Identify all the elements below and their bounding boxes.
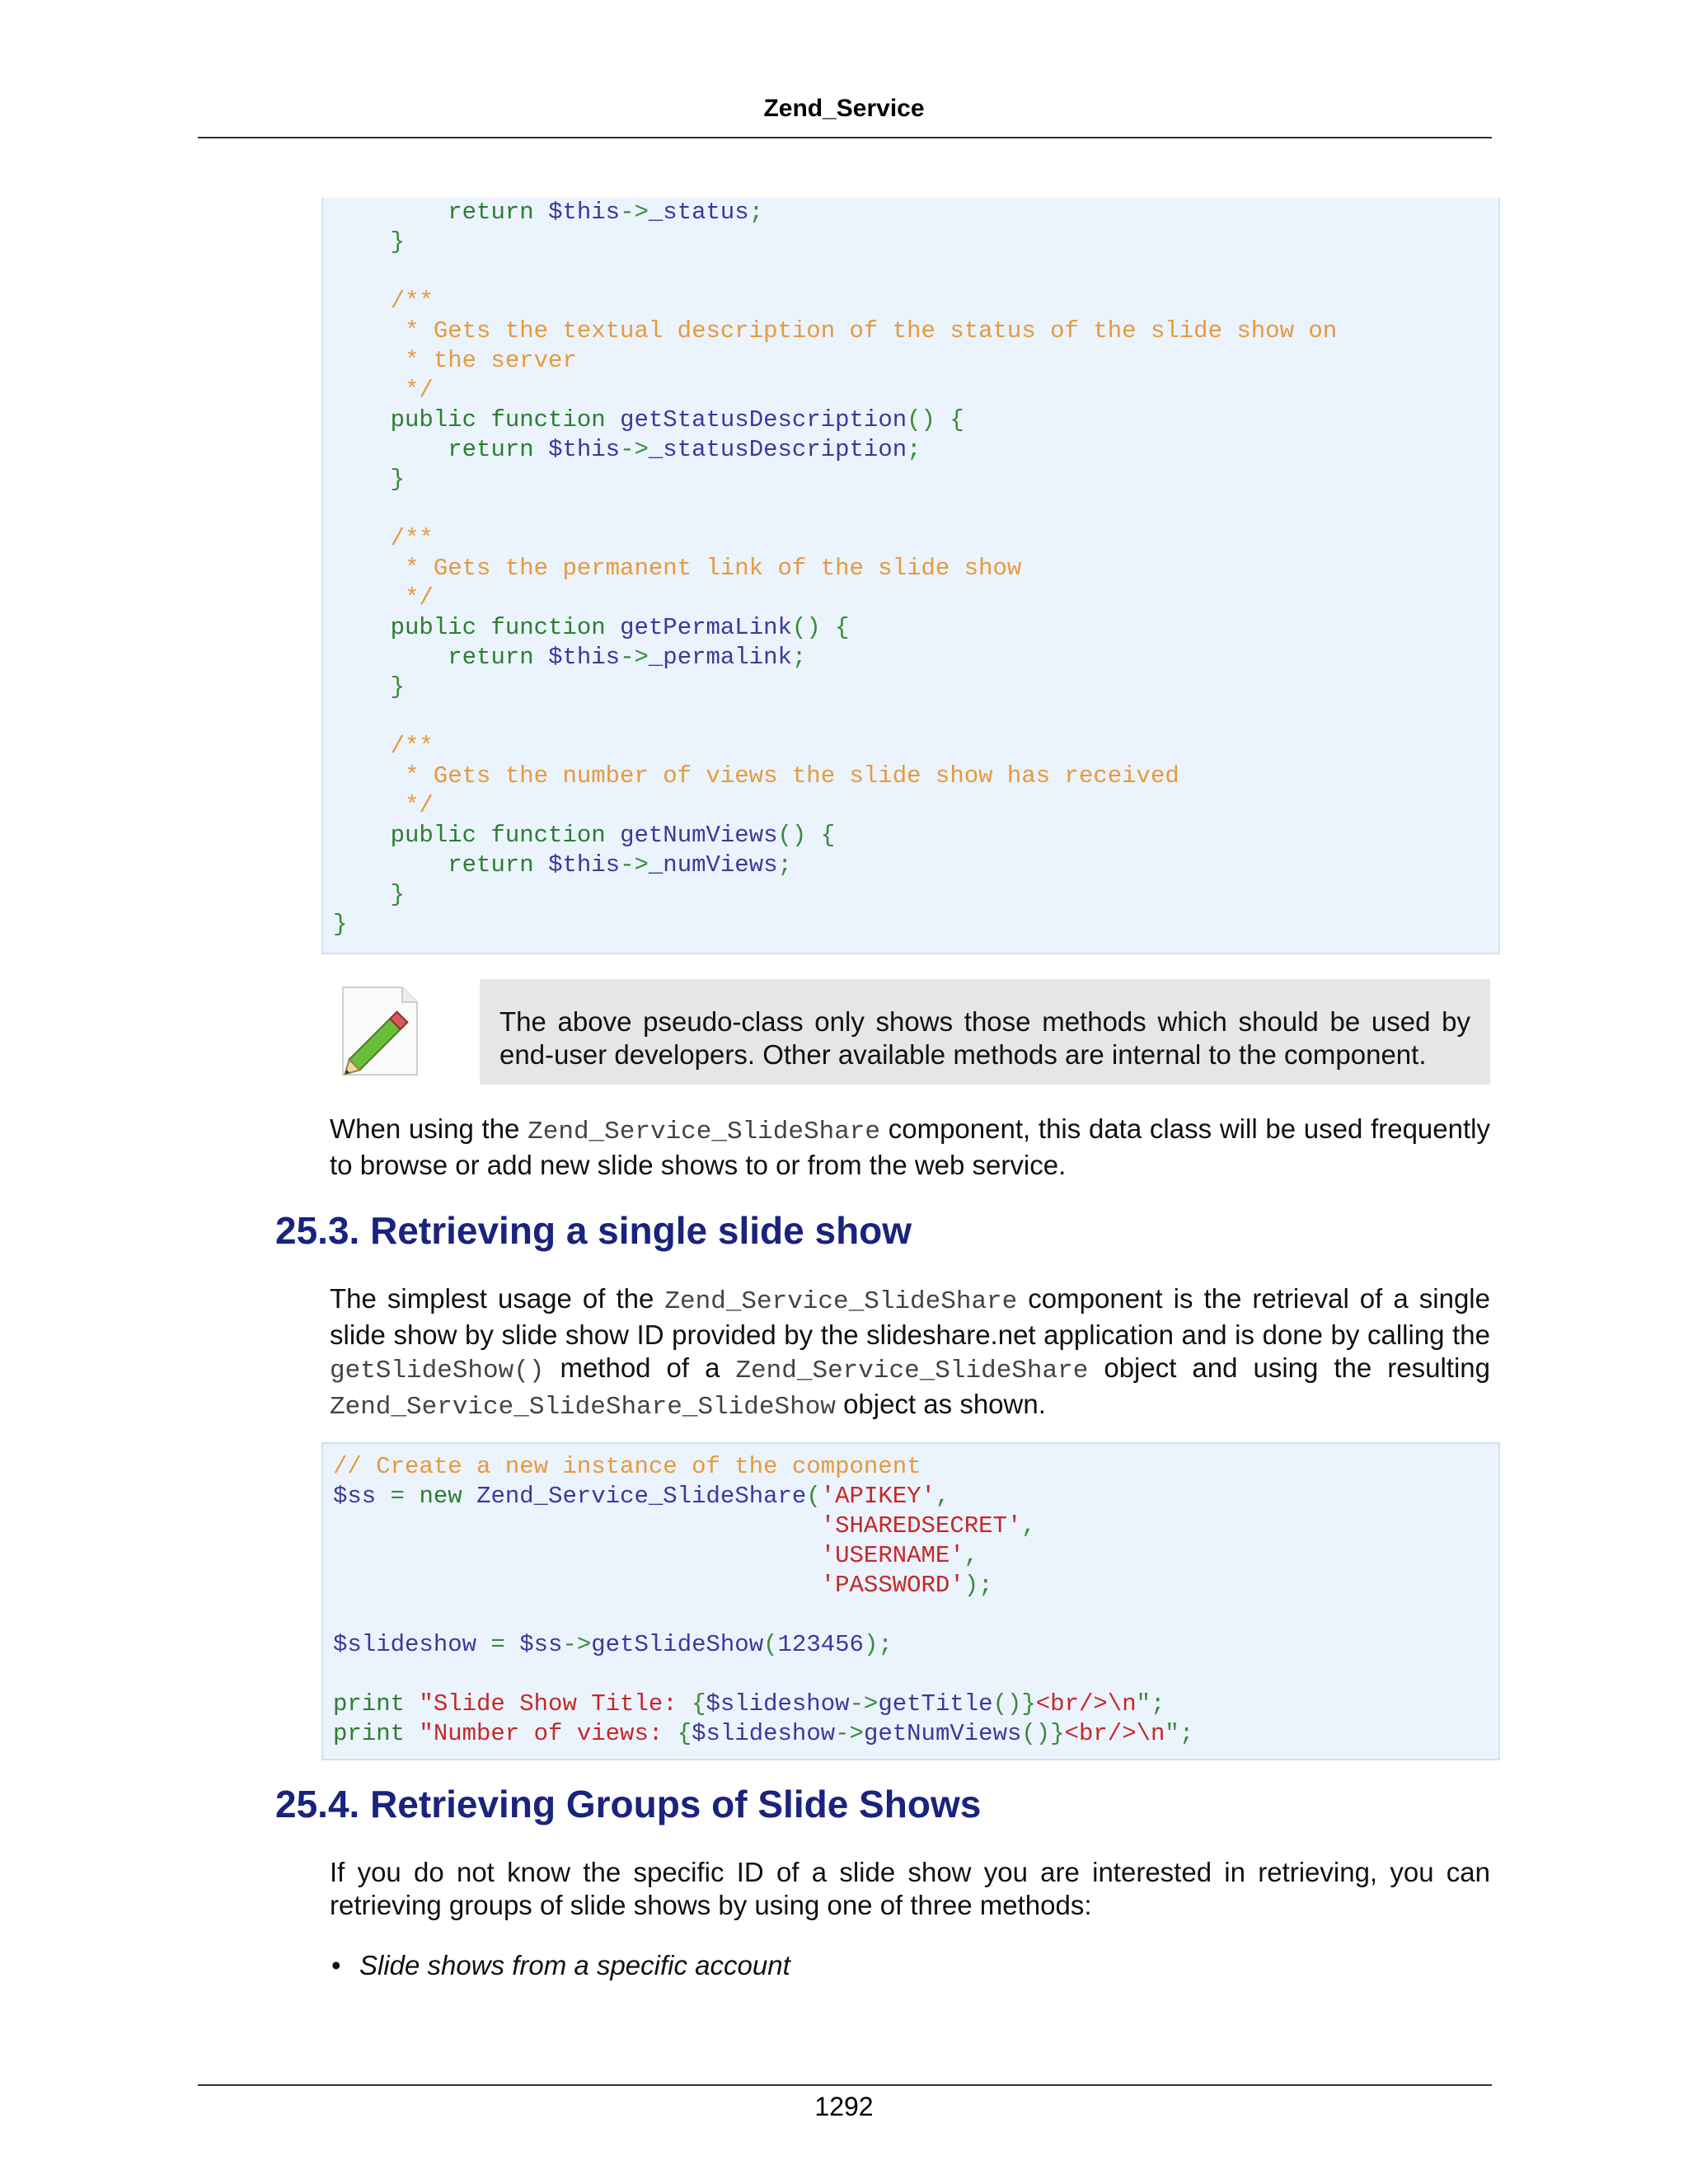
code-line [333,257,1498,287]
paragraph-groups-intro: If you do not know the specific ID of a slide show you are interested in retrieving, you can retrieving groups of slide shows by using one of three methods: [330,1857,1490,1920]
code-line: 'PASSWORD'); [820,1572,993,1599]
code-line: * Gets the permanent link of the slide show [333,555,1022,582]
running-header: Zend_Service [763,95,925,122]
code-line [333,1660,1498,1690]
code-line: */ [333,792,434,819]
code-listing [323,198,1498,940]
code-line: return $this->_status; [448,199,764,226]
section-heading-25-3: 25.3. Retrieving a single slide show [275,1209,912,1252]
code-line: return $this->_statusDescription; [448,436,921,463]
code-line: */ [333,377,434,404]
code-line: public function getPermaLink() { [390,614,850,641]
code-line: * the server [333,347,577,374]
text-run: method of a [544,1352,736,1383]
list-item-text: Slide shows from a specific account [359,1950,790,1980]
code-line: } [333,911,348,938]
code-line: print "Slide Show Title: {$slideshow->getTitle()}<br/>\n"; [333,1690,1165,1718]
footer-rule [198,2084,1492,2086]
bullet-marker: • [331,1950,341,1980]
inline-code: getSlideShow() [330,1357,545,1385]
list-item [331,1950,790,1981]
text-run: When using the [330,1113,528,1144]
text-run: component is the retrieval of a single slide show by slide show ID provided by the slideshare.net application and is done by calling the [330,1283,1490,1350]
inline-code: Zend_Service_SlideShare [735,1357,1089,1385]
note-callout: The above pseudo-class only shows those methods which should be used by end-user developers. Other available methods are internal to the component. [480,979,1490,1085]
inline-code: Zend_Service_SlideShare [528,1118,881,1146]
code-block-pseudo-class [321,198,1500,954]
code-line [333,702,1498,732]
code-line [333,1601,1498,1630]
code-line: */ [333,584,434,612]
code-line: public function getStatusDescription() { [390,406,964,434]
code-line: $slideshow = $ss->getSlideShow(123456); [333,1631,893,1658]
code-block-get-slide-show [321,1442,1500,1760]
code-line: } [333,228,406,255]
page-number: 1292 [814,2092,874,2121]
code-line: print "Number of views: {$slideshow->getNumViews()}<br/>\n"; [333,1720,1194,1747]
code-listing [323,1444,1498,1749]
code-line: /** [333,733,434,760]
code-line: public function getNumViews() { [390,822,836,849]
code-line [333,494,1498,524]
inline-code: Zend_Service_SlideShare [664,1287,1018,1316]
code-line: /** [333,288,434,315]
code-line: // Create a new instance of the component [333,1453,921,1480]
code-line: 'SHAREDSECRET', [820,1512,1036,1540]
code-line: /** [333,525,434,552]
code-line: 'USERNAME', [820,1542,979,1569]
code-line: return $this->_numViews; [448,851,792,879]
text-run: object and using the resulting [1088,1352,1490,1383]
code-line: * Gets the number of views the slide show has received [333,762,1179,790]
code-line: * Gets the textual description of the status of the slide show on [333,317,1338,344]
paragraph-single-slide-show [330,1282,1490,1424]
code-line: } [333,673,406,701]
code-line: } [333,881,406,908]
code-line: } [333,466,406,493]
header-rule [198,137,1492,138]
code-line: $ss = new Zend_Service_SlideShare('APIKEY', [333,1483,950,1510]
section-heading-25-4: 25.4. Retrieving Groups of Slide Shows [275,1783,982,1825]
pencil-note-icon [336,982,424,1078]
text-run: object as shown. [835,1389,1046,1419]
code-line: return $this->_permalink; [448,644,807,671]
text-run: component, this data class will be used frequently to browse or add new slide shows to or from the web service. [330,1113,1490,1180]
text-run: The simplest usage of the [330,1283,665,1314]
paragraph-data-class-usage [330,1113,1490,1182]
inline-code: Zend_Service_SlideShare_SlideShow [330,1393,836,1422]
